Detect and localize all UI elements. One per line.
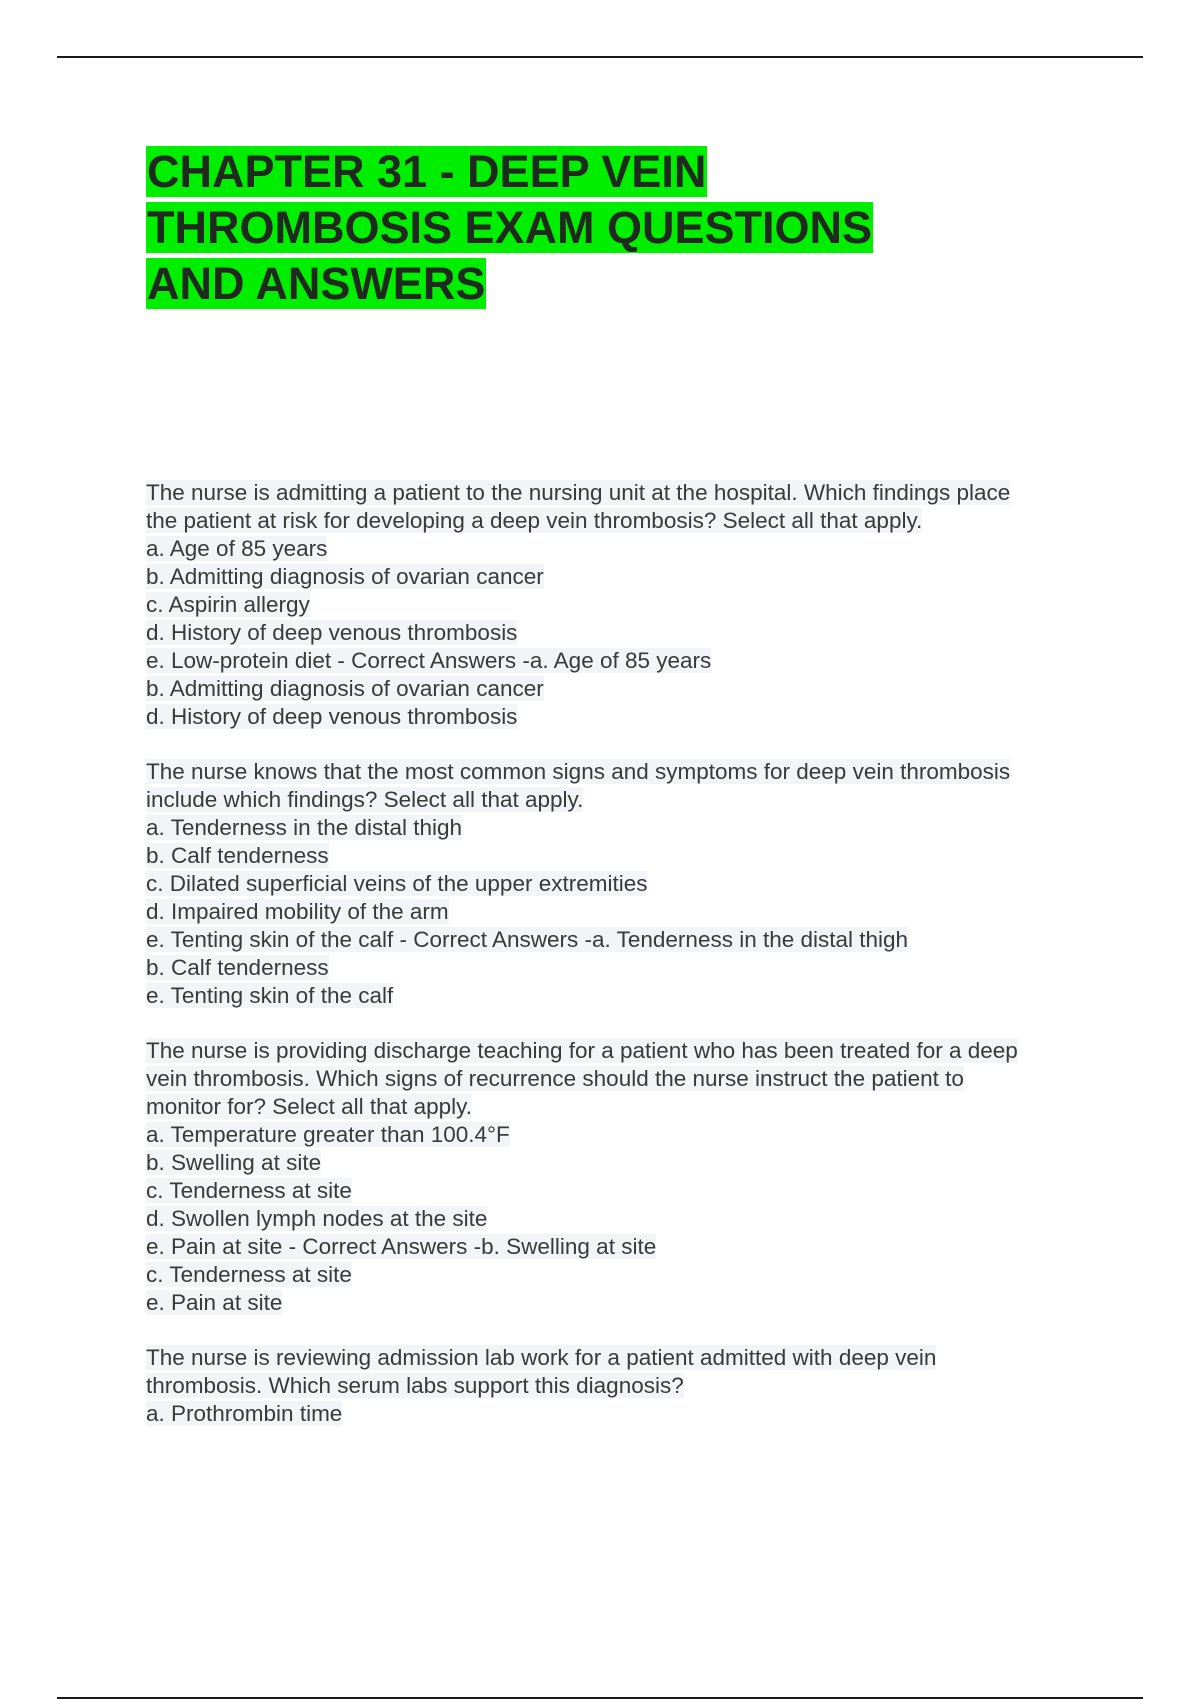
title-line: AND ANSWERS	[147, 258, 486, 309]
title-line: CHAPTER 31 - DEEP VEIN	[147, 146, 707, 197]
answer-option: a. Tenderness in the distal thigh	[146, 815, 463, 840]
answer-option: c. Tenderness at site	[146, 1178, 352, 1203]
answer-option: d. History of deep venous thrombosis	[146, 620, 518, 645]
title-heading	[146, 144, 946, 312]
answer-option: b. Swelling at site	[146, 1150, 322, 1175]
answer-option: e. Pain at site - Correct Answers -b. Swelling at site	[146, 1234, 657, 1259]
question-line: vein thrombosis. Which signs of recurrence should the nurse instruct the patient to	[146, 1066, 964, 1091]
answer-option: c. Dilated superficial veins of the upper extremities	[146, 871, 648, 896]
correct-answer-line: b. Admitting diagnosis of ovarian cancer	[146, 676, 544, 701]
questions-body	[146, 479, 1106, 1455]
document-title	[146, 144, 946, 312]
answer-option: a. Temperature greater than 100.4°F	[146, 1122, 510, 1147]
question-line: include which findings? Select all that apply.	[146, 787, 584, 812]
correct-answer-line: e. Tenting skin of the calf	[146, 983, 394, 1008]
answer-option: a. Prothrombin time	[146, 1401, 343, 1426]
answer-option: a. Age of 85 years	[146, 536, 328, 561]
question-line: The nurse is providing discharge teaching for a patient who has been treated for a deep	[146, 1038, 1018, 1063]
question-block-4	[146, 1344, 1106, 1428]
answer-option: e. Low-protein diet - Correct Answers -a. Age of 85 years	[146, 648, 712, 673]
correct-answer-line: e. Pain at site	[146, 1290, 283, 1315]
bottom-rule	[57, 1697, 1143, 1699]
correct-answer-line: d. History of deep venous thrombosis	[146, 704, 518, 729]
question-block-3	[146, 1037, 1106, 1317]
answer-option: d. Swollen lymph nodes at the site	[146, 1206, 488, 1231]
question-line: The nurse knows that the most common signs and symptoms for deep vein thrombosis	[146, 759, 1011, 784]
correct-answer-line: c. Tenderness at site	[146, 1262, 352, 1287]
question-line: The nurse is admitting a patient to the nursing unit at the hospital. Which findings place	[146, 480, 1011, 505]
question-line: thrombosis. Which serum labs support this diagnosis?	[146, 1373, 684, 1398]
question-block-2	[146, 758, 1106, 1010]
answer-option: e. Tenting skin of the calf - Correct Answers -a. Tenderness in the distal thigh	[146, 927, 909, 952]
question-line: the patient at risk for developing a deep vein thrombosis? Select all that apply.	[146, 508, 923, 533]
answer-option: d. Impaired mobility of the arm	[146, 899, 449, 924]
question-block-1	[146, 479, 1106, 731]
correct-answer-line: b. Calf tenderness	[146, 955, 329, 980]
answer-option: b. Admitting diagnosis of ovarian cancer	[146, 564, 544, 589]
answer-option: c. Aspirin allergy	[146, 592, 310, 617]
question-line: The nurse is reviewing admission lab work for a patient admitted with deep vein	[146, 1345, 937, 1370]
top-rule	[57, 56, 1143, 58]
question-line: monitor for? Select all that apply.	[146, 1094, 472, 1119]
title-line: THROMBOSIS EXAM QUESTIONS	[147, 202, 873, 253]
answer-option: b. Calf tenderness	[146, 843, 329, 868]
